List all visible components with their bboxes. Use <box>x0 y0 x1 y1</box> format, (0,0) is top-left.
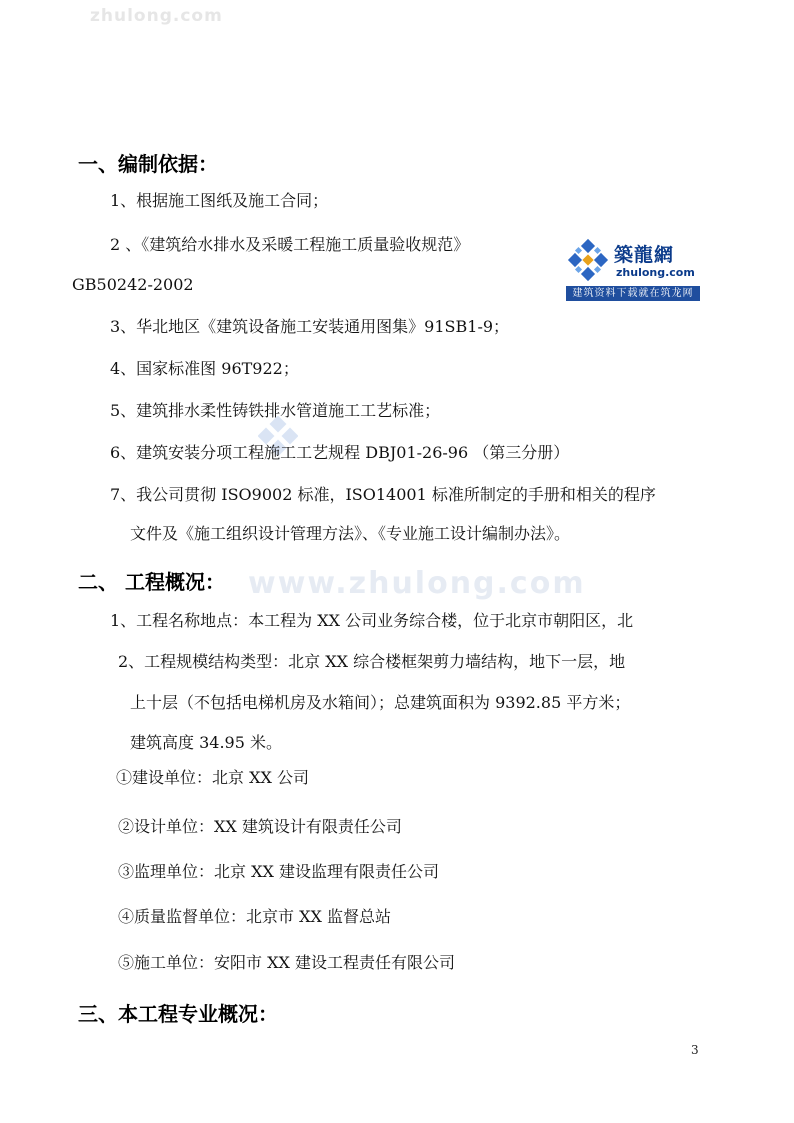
s2-item-2-cont: 上十层（不包括电梯机房及水箱间）；总建筑面积为 9392.85 平方米； <box>130 693 631 712</box>
s1-item-5: 5、建筑排水柔性铸铁排水管道施工工艺标准； <box>110 401 441 420</box>
page-number: 3 <box>691 1043 699 1057</box>
s2-unit-supervisor: ③监理单位：北京 XX 建设监理有限责任公司 <box>118 862 439 881</box>
watermark-top: zhulong.com <box>90 6 223 26</box>
s1-item-1: 1、根据施工图纸及施工合同； <box>110 191 329 210</box>
s1-item-4: 4、国家标准图 96T922； <box>110 359 299 378</box>
s2-item-2-height: 建筑高度 34.95 米。 <box>130 733 282 752</box>
s1-item-3: 3、华北地区《建筑设备施工安装通用图集》91SB1-9； <box>110 317 510 336</box>
s2-item-1: 1、工程名称地点：本工程为 XX 公司业务综合楼，位于北京市朝阳区，北 <box>110 611 634 630</box>
s2-item-2: 2、工程规模结构类型：北京 XX 综合楼框架剪力墙结构，地下一层，地 <box>118 652 626 671</box>
section-3-title: 三、本工程专业概况： <box>78 1002 278 1026</box>
s2-unit-quality: ④质量监督单位：北京市 XX 监督总站 <box>118 907 391 926</box>
logo-brand-cn: 築龍網 <box>614 244 675 266</box>
zhulong-logo <box>566 238 700 302</box>
s1-item-2: 2 、《建筑给水排水及采暖工程施工质量验收规范》 <box>110 235 470 254</box>
section-1-title: 一、编制依据： <box>78 152 218 176</box>
zhulong-logo-mark-icon <box>566 238 610 282</box>
s1-item-6: 6、建筑安装分项工程施工工艺规程 DBJ01-26-96 （第三分册） <box>110 443 570 462</box>
s1-item-7: 7、我公司贯彻 ISO9002 标准，ISO14001 标准所制定的手册和相关的程序 <box>110 485 656 504</box>
logo-brand-en: zhulong.com <box>616 266 695 279</box>
s1-item-7-cont: 文件及《施工组织设计管理方法》、《专业施工设计编制办法》。 <box>130 524 571 543</box>
watermark-middle: www.zhulong.com <box>248 566 586 601</box>
section-2-title: 二、 工程概况： <box>78 570 225 594</box>
s2-unit-owner: ①建设单位：北京 XX 公司 <box>116 768 309 787</box>
s1-item-2-code: GB50242-2002 <box>72 275 194 294</box>
s2-unit-contractor: ⑤施工单位：安阳市 XX 建设工程责任有限公司 <box>118 953 455 972</box>
logo-slogan: 建筑资料下载就在筑龙网 <box>566 286 700 301</box>
s2-unit-designer: ②设计单位：XX 建筑设计有限责任公司 <box>118 817 402 836</box>
